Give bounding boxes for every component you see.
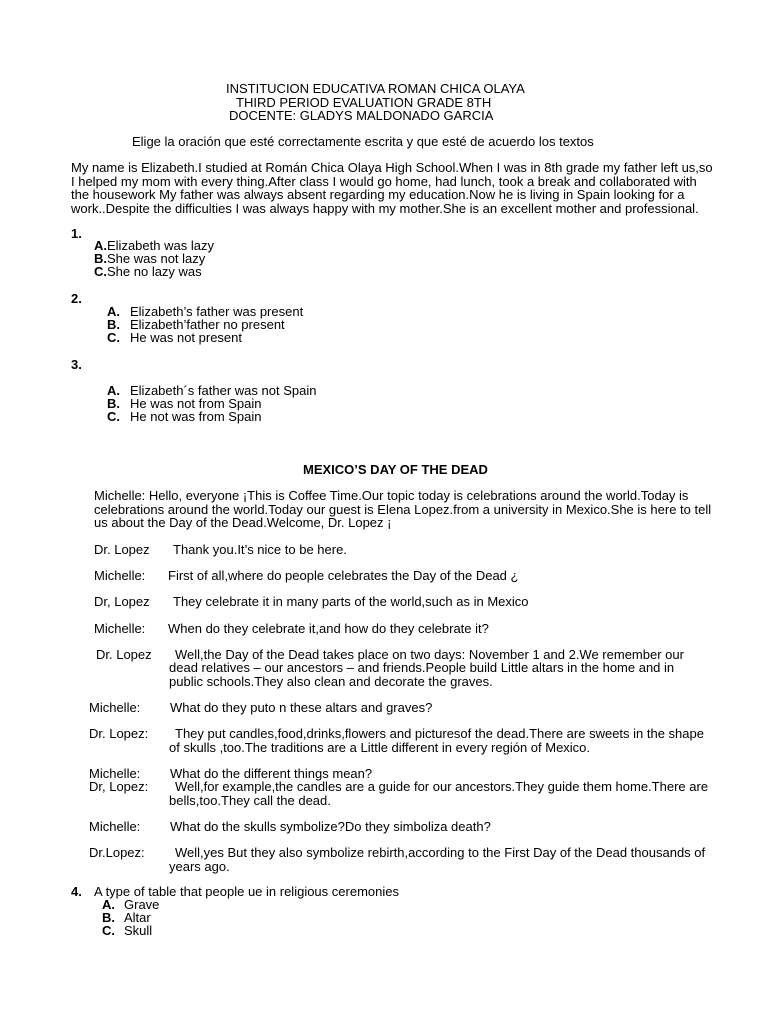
option-letter: B. — [102, 910, 115, 925]
school-name: INSTITUCION EDUCATIVA ROMAN CHICA OLAYA — [226, 81, 525, 96]
dialogue-line: of skulls ,too.The traditions are a Little different in every región of Mexico. — [169, 740, 591, 755]
dialogue-line: Well,yes But they also symbolize rebirth,according to the First Day of the Dead thousands of — [175, 845, 706, 860]
evaluation-title: THIRD PERIOD EVALUATION GRADE 8TH — [236, 95, 492, 110]
option-text: Skull — [124, 923, 153, 938]
dialogue-line: They put candles,food,drinks,flowers and picturesof the dead.There are sweets in the shape — [175, 726, 704, 741]
dialogue-line: What do they puto n these altars and graves? — [170, 700, 433, 715]
option-letter: C. — [107, 409, 120, 424]
option-text: She was not lazy — [107, 251, 206, 266]
dialogue-speaker: Dr. Lopez — [94, 542, 150, 557]
dialogue-line: Well,for example,the candles are a guide for our ancestors.They guide them home.There are — [175, 779, 709, 794]
option-text: Elizabeth´s father was not Spain — [130, 383, 317, 398]
passage-line: work..Despite the difficulties I was always happy with my mother.She is an excellent mother and professional. — [71, 200, 699, 216]
reading-2-title: MEXICO’S DAY OF THE DEAD — [303, 462, 488, 477]
dialogue-speaker: Dr, Lopez: — [89, 779, 149, 794]
option-letter: A. — [107, 383, 120, 398]
dialogue-line: public schools.They also clean and decorate the graves. — [169, 674, 493, 689]
dialogue-speaker: Michelle: — [89, 766, 141, 781]
passage-line: the housework My father was always absent regarding my education.Now he is living in Spain looking for a — [71, 187, 685, 202]
dialogue-speaker: Dr.Lopez: — [89, 845, 145, 860]
question-2-option-c[interactable] — [107, 331, 242, 345]
question-4-number: 4. — [71, 884, 82, 899]
question-1-option-c[interactable] — [94, 265, 202, 279]
dialogue-speaker: Michelle: — [89, 819, 141, 834]
dialogue-line: What do the skulls symbolize?Do they simboliza death? — [170, 819, 491, 834]
intro-line: Michelle: Hello, everyone ¡This is Coffee Time.Our topic today is celebrations around the world.Today is — [94, 488, 689, 503]
dialogue-line: First of all,where do people celebrates the Day of the Dead ¿ — [168, 568, 519, 583]
dialogue-speaker: Michelle: — [94, 568, 146, 583]
dialogue-line: dead relatives – our ancestors – and friends.People build Little altars in the home and in — [169, 660, 675, 675]
option-letter: C. — [94, 264, 107, 279]
reading-passage-1 — [71, 161, 713, 215]
option-letter: A. — [94, 238, 107, 253]
dialogue-line: bells,too.They call the dead. — [169, 793, 331, 808]
dialogue-line: Thank you.It’s nice to be here. — [173, 542, 347, 557]
option-text: She no lazy was — [107, 264, 202, 279]
dialogue-speaker: Dr, Lopez — [94, 594, 150, 609]
intro-line: celebrations around the world.Today our guest is Elena Lopez.from a university in Mexico.She is here to tell — [94, 501, 712, 517]
question-3-option-c[interactable] — [107, 410, 262, 424]
question-1-number: 1. — [71, 226, 82, 241]
dialogue-line: What do the different things mean? — [170, 766, 373, 781]
option-text: He not was from Spain — [130, 409, 262, 424]
option-text: Elizabeth’s father was present — [130, 304, 304, 319]
question-4-option-c[interactable] — [102, 924, 152, 938]
option-text: Grave — [124, 897, 160, 912]
question-2-number: 2. — [71, 291, 82, 306]
dialogue-line: years ago. — [169, 859, 230, 874]
passage-line: I helped my mom with every thing.After class I would go home, had lunch, took a break and collaborated with — [71, 173, 697, 189]
dialogue-line: When do they celebrate it,and how do they celebrate it? — [168, 621, 489, 636]
dialogue-intro — [94, 489, 711, 530]
option-letter: C. — [107, 330, 120, 345]
dialogue-speaker: Michelle: — [94, 621, 146, 636]
option-text: Altar — [124, 910, 151, 925]
teacher-name: DOCENTE: GLADYS MALDONADO GARCIA — [229, 108, 494, 123]
option-letter: B. — [107, 396, 120, 411]
option-letter: B. — [107, 317, 120, 332]
dialogue-speaker: Dr. Lopez: — [89, 726, 149, 741]
dialogue-speaker: Michelle: — [89, 700, 141, 715]
question-3-number: 3. — [71, 357, 82, 372]
instruction: Elige la oración que esté correctamente escrita y que esté de acuerdo los textos — [132, 134, 594, 149]
option-text: He was not from Spain — [130, 396, 262, 411]
option-letter: A. — [102, 897, 115, 912]
dialogue-line: They celebrate it in many parts of the world,such as in Mexico — [173, 594, 529, 609]
passage-line: My name is Elizabeth.I studied at Román Chica Olaya High School.When I was in 8th grade my father left us,so — [71, 160, 713, 175]
option-letter: B. — [94, 251, 107, 266]
option-letter: C. — [102, 923, 115, 938]
option-letter: A. — [107, 304, 120, 319]
option-text: He was not present — [130, 330, 243, 345]
intro-line: us about the Day of the Dead.Welcome, Dr. Lopez ¡ — [94, 515, 392, 530]
dialogue-line: Well,the Day of the Dead takes place on two days: November 1 and 2.We remember our — [175, 647, 684, 662]
question-4-stem: A type of table that people ue in religious ceremonies — [94, 884, 399, 899]
option-text: Elizabeth’father no present — [130, 317, 285, 332]
option-text: Elizabeth was lazy — [107, 238, 214, 253]
dialogue-speaker: Dr. Lopez — [96, 647, 152, 662]
